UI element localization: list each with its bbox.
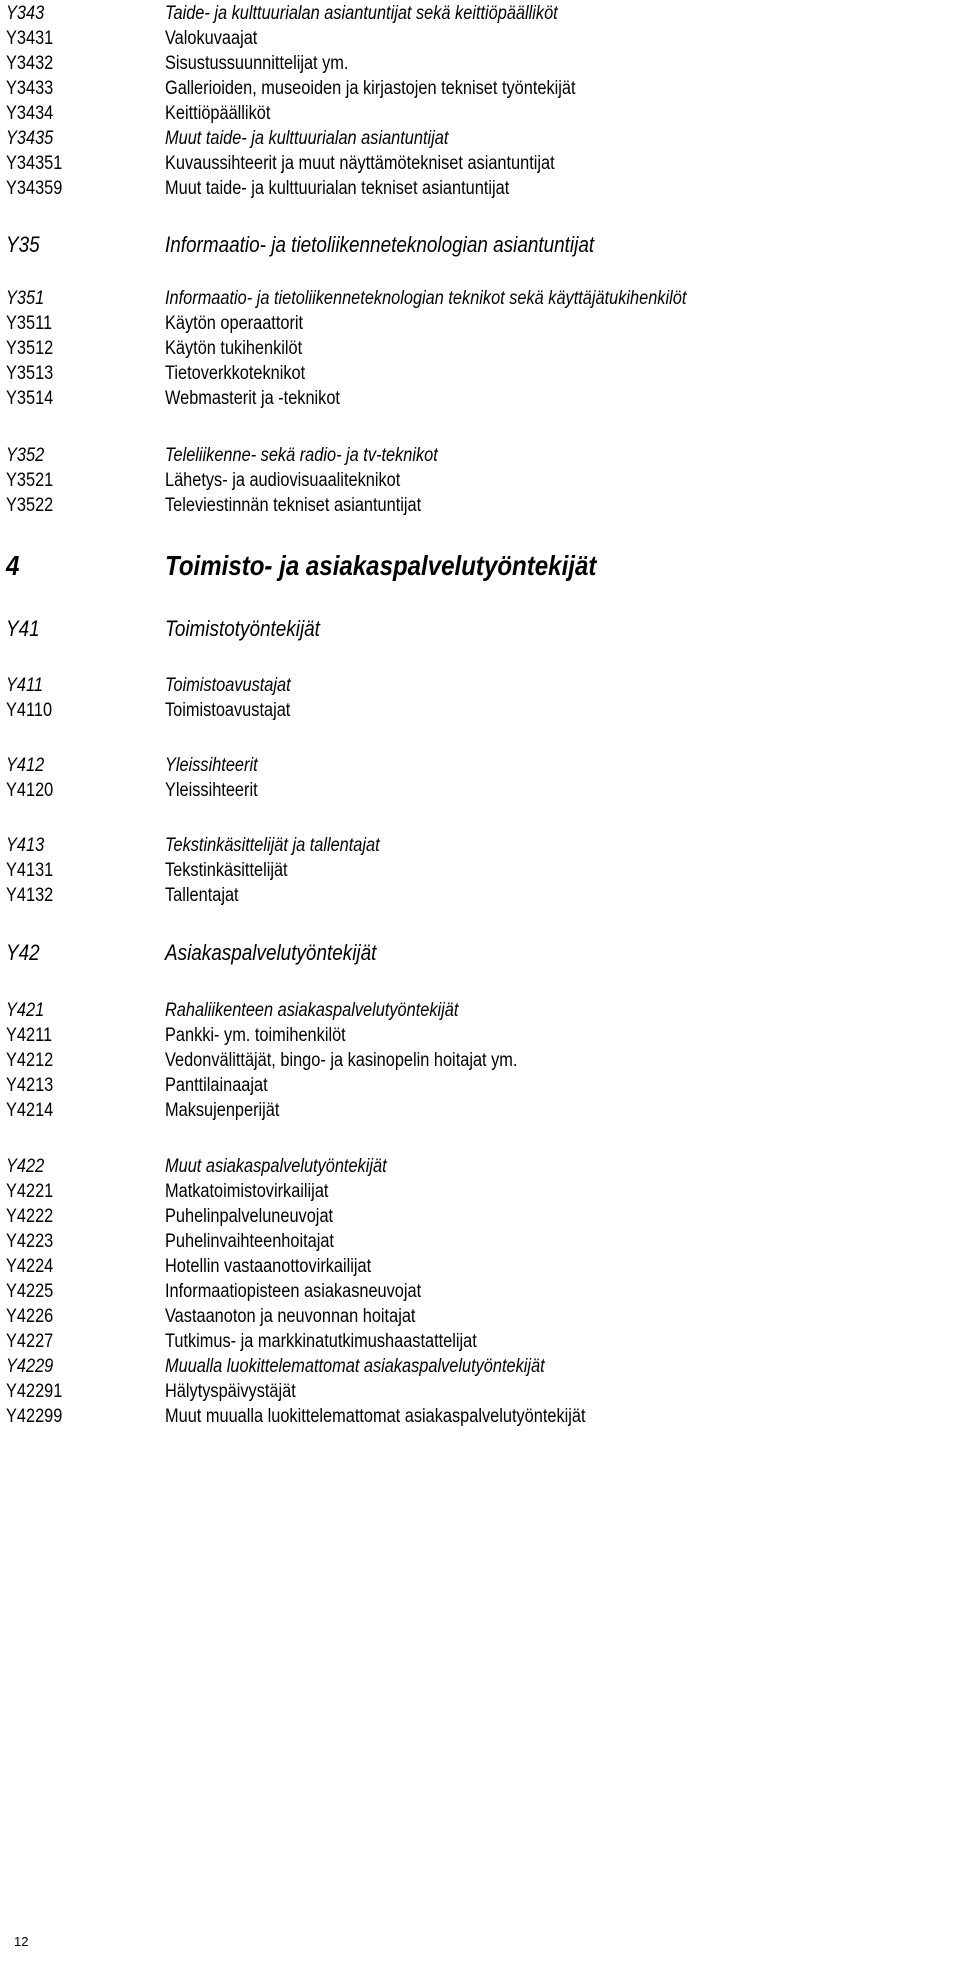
row-code: Y4222 [6,1206,54,1227]
classification-row-y4222 [0,1203,960,1231]
row-label: Toimisto- ja asiakaspalvelutyöntekijät [165,550,597,581]
row-code: Y3521 [6,470,54,491]
row-label: Muut taide- ja kulttuurialan asiantuntijat [165,128,449,149]
row-label: Tallentajat [165,885,239,906]
row-label: Tekstinkäsittelijät [165,860,288,881]
classification-row-y3522 [0,492,960,520]
row-label: Muut muualla luokittelemattomat asiakaspalvelutyöntekijät [165,1406,586,1427]
row-code: Y3514 [6,388,54,409]
row-label: Sisustussuunnittelijat ym. [165,53,349,74]
row-label: Informaatio- ja tietoliikenneteknologian asiantuntijat [165,232,595,257]
row-code: Y352 [6,445,45,466]
classification-row-y3435 [0,125,960,153]
classification-row-y34351 [0,150,960,178]
row-code: Y4214 [6,1100,54,1121]
row-code: Y4229 [6,1356,54,1377]
classification-row-y3511 [0,310,960,338]
row-code: Y35 [6,232,40,257]
row-code: Y3434 [6,103,54,124]
row-code: Y4224 [6,1256,54,1277]
row-code: Y4213 [6,1075,54,1096]
row-label: Keittiöpäälliköt [165,103,271,124]
row-code: Y3435 [6,128,54,149]
classification-row-y4224 [0,1253,960,1281]
row-label: Puhelinpalveluneuvojat [165,1206,334,1227]
classification-row-y4213 [0,1072,960,1100]
classification-row-y421 [0,997,960,1025]
row-code: Y4110 [6,700,53,721]
classification-row-y42299 [0,1403,960,1431]
row-label: Muut taide- ja kulttuurialan tekniset asiantuntijat [165,178,510,199]
classification-row-y4132 [0,882,960,910]
row-label: Hotellin vastaanottovirkailijat [165,1256,372,1277]
row-label: Lähetys- ja audiovisuaaliteknikot [165,470,401,491]
row-label: Käytön tukihenkilöt [165,338,303,359]
row-label: Toimistoavustajat [165,675,291,696]
row-label: Muut asiakaspalvelutyöntekijät [165,1156,387,1177]
row-code: Y42 [6,940,40,965]
row-label: Panttilainaajat [165,1075,268,1096]
row-code: Y4226 [6,1306,54,1327]
row-code: Y343 [6,3,45,24]
classification-row-main-group-4 [0,546,960,586]
classification-row-y4120 [0,777,960,805]
classification-row-y343 [0,0,960,28]
classification-row-y4226 [0,1303,960,1331]
row-code: Y413 [6,835,45,856]
row-code: Y4225 [6,1281,54,1302]
row-code: Y351 [6,288,45,309]
row-code: Y34359 [6,178,63,199]
classification-row-y3432 [0,50,960,78]
classification-row-y3513 [0,360,960,388]
row-code: Y422 [6,1156,45,1177]
row-label: Maksujenperijät [165,1100,280,1121]
classification-row-y34359 [0,175,960,203]
row-code: Y3513 [6,363,54,384]
page-number: 12 [14,1934,29,1949]
row-label: Tutkimus- ja markkinatutkimushaastattelijat [165,1331,477,1352]
row-label: Puhelinvaihteenhoitajat [165,1231,334,1252]
row-label: Televiestinnän tekniset asiantuntijat [165,495,422,516]
row-code: Y4211 [6,1025,53,1046]
classification-row-y4212 [0,1047,960,1075]
row-code: Y4120 [6,780,54,801]
row-label: Muualla luokittelemattomat asiakaspalvelutyöntekijät [165,1356,545,1377]
row-label: Tekstinkäsittelijät ja tallentajat [165,835,380,856]
classification-row-y351 [0,285,960,313]
classification-row-y4229 [0,1353,960,1381]
row-label: Webmasterit ja -teknikot [165,388,340,409]
classification-row-y3434 [0,100,960,128]
row-code: Y3511 [6,313,53,334]
row-code: Y3431 [6,28,54,49]
row-code: Y3432 [6,53,54,74]
row-label: Informaatio- ja tietoliikenneteknologian teknikot sekä käyttäjätukihenkilöt [165,288,687,309]
row-code: Y4212 [6,1050,54,1071]
row-code: Y411 [6,675,43,696]
row-label: Valokuvaajat [165,28,258,49]
row-code: Y42299 [6,1406,63,1427]
classification-row-y3514 [0,385,960,413]
row-label: Kuvaussihteerit ja muut näyttämötekniset asiantuntijat [165,153,555,174]
row-label: Käytön operaattorit [165,313,304,334]
row-code: Y3522 [6,495,54,516]
row-label: Vedonvälittäjät, bingo- ja kasinopelin hoitajat ym. [165,1050,518,1071]
classification-row-y4221 [0,1178,960,1206]
row-code: Y412 [6,755,45,776]
classification-row-y4225 [0,1278,960,1306]
row-label: Yleissihteerit [165,755,258,776]
classification-row-y42291 [0,1378,960,1406]
classification-row-y422 [0,1153,960,1181]
row-label: Toimistoavustajat [165,700,291,721]
row-code: Y3512 [6,338,54,359]
row-label: Toimistotyöntekijät [165,616,320,641]
row-label: Pankki- ym. toimihenkilöt [165,1025,346,1046]
row-code: Y41 [6,616,40,641]
row-label: Tietoverkkoteknikot [165,363,306,384]
classification-row-y3521 [0,467,960,495]
classification-row-y352 [0,442,960,470]
classification-row-y413 [0,832,960,860]
row-label: Taide- ja kulttuurialan asiantuntijat sekä keittiöpäälliköt [165,3,558,24]
classification-row-y411 [0,672,960,700]
classification-row-y42 [0,936,960,970]
classification-row-y3431 [0,25,960,53]
row-label: Hälytyspäivystäjät [165,1381,296,1402]
row-label: Asiakaspalvelutyöntekijät [165,940,377,965]
classification-row-y412 [0,752,960,780]
row-code: Y4223 [6,1231,54,1252]
classification-row-y4211 [0,1022,960,1050]
row-code: 4 [6,550,20,581]
row-label: Teleliikenne- sekä radio- ja tv-teknikot [165,445,438,466]
classification-row-y3433 [0,75,960,103]
row-code: Y4221 [6,1181,54,1202]
row-code: Y421 [6,1000,45,1021]
row-code: Y4227 [6,1331,54,1352]
classification-row-y4131 [0,857,960,885]
row-code: Y3433 [6,78,54,99]
classification-row-y4214 [0,1097,960,1125]
row-code: Y4131 [6,860,54,881]
classification-row-y4110 [0,697,960,725]
classification-row-y41 [0,612,960,646]
row-label: Informaatiopisteen asiakasneuvojat [165,1281,422,1302]
classification-row-y4227 [0,1328,960,1356]
classification-row-y4223 [0,1228,960,1256]
row-label: Matkatoimistovirkailijat [165,1181,329,1202]
row-code: Y34351 [6,153,63,174]
classification-row-y3512 [0,335,960,363]
classification-row-y35 [0,228,960,262]
row-label: Yleissihteerit [165,780,258,801]
row-label: Rahaliikenteen asiakaspalvelutyöntekijät [165,1000,459,1021]
row-label: Gallerioiden, museoiden ja kirjastojen tekniset työntekijät [165,78,576,99]
row-label: Vastaanoton ja neuvonnan hoitajat [165,1306,416,1327]
row-code: Y42291 [6,1381,63,1402]
row-code: Y4132 [6,885,54,906]
